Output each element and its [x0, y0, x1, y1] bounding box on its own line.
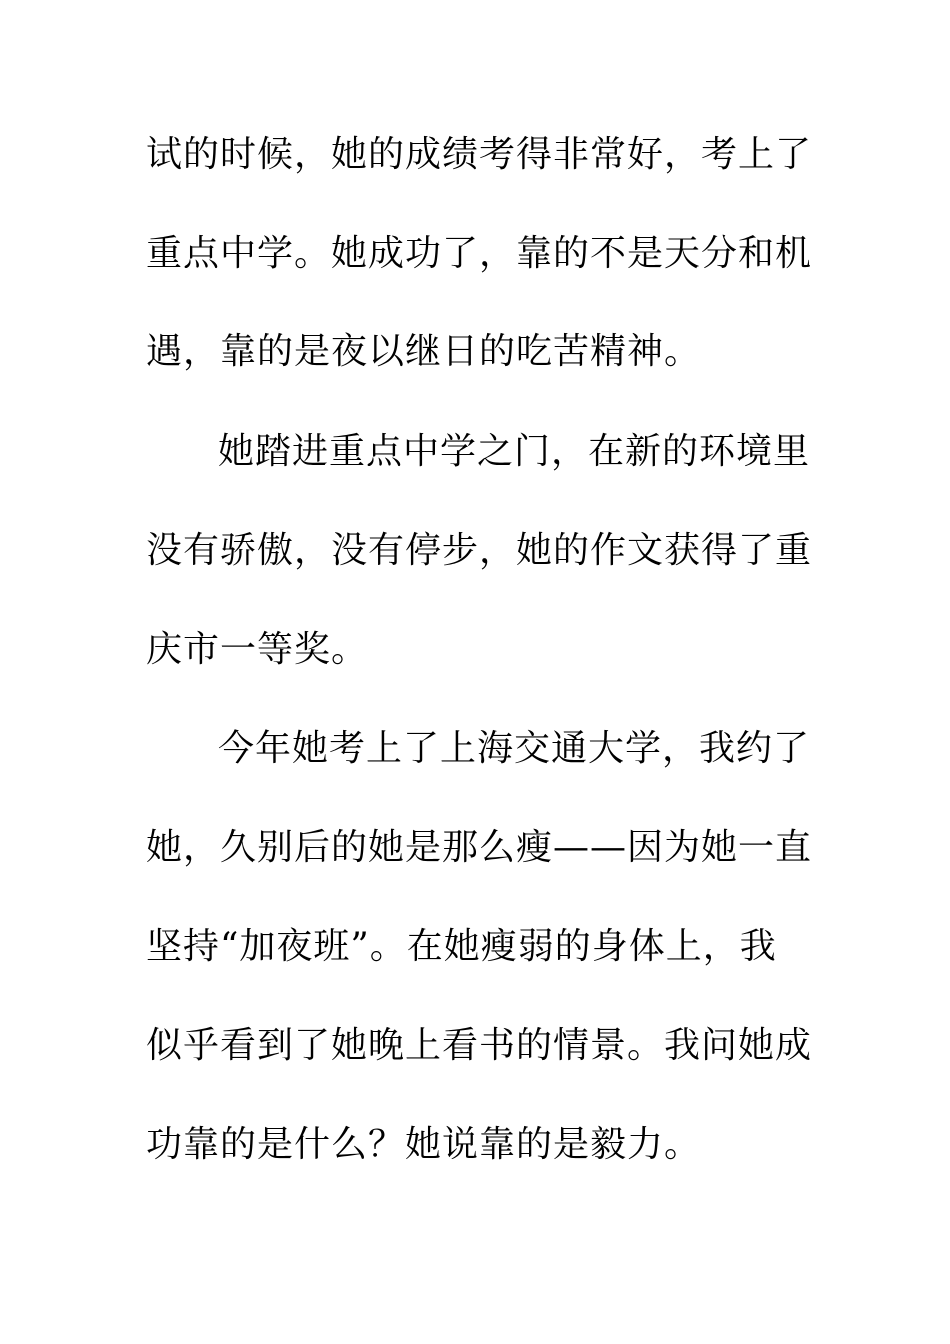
paragraph-first-line: 她踏进重点中学之门，在新的环境里 — [218, 431, 811, 472]
paragraph-first-line: 今年她考上了上海交通大学，我约了 — [218, 728, 811, 769]
text-line: 似乎看到了她晚上看书的情景。我问她成 — [146, 1025, 813, 1066]
text-line: 她，久别后的她是那么瘦——因为她一直 — [146, 827, 813, 868]
text-line: 坚持“加夜班”。在她瘦弱的身体上，我 — [146, 926, 777, 967]
text-line: 庆市一等奖。 — [146, 629, 369, 670]
text-line: 试的时候，她的成绩考得非常好，考上了 — [146, 134, 813, 175]
text-line: 遇，靠的是夜以继日的吃苦精神。 — [146, 331, 702, 372]
text-line: 功靠的是什么？她说靠的是毅力。 — [146, 1124, 702, 1165]
text-line: 没有骄傲，没有停步，她的作文获得了重 — [146, 530, 813, 571]
text-line: 重点中学。她成功了，靠的不是天分和机 — [146, 233, 813, 274]
